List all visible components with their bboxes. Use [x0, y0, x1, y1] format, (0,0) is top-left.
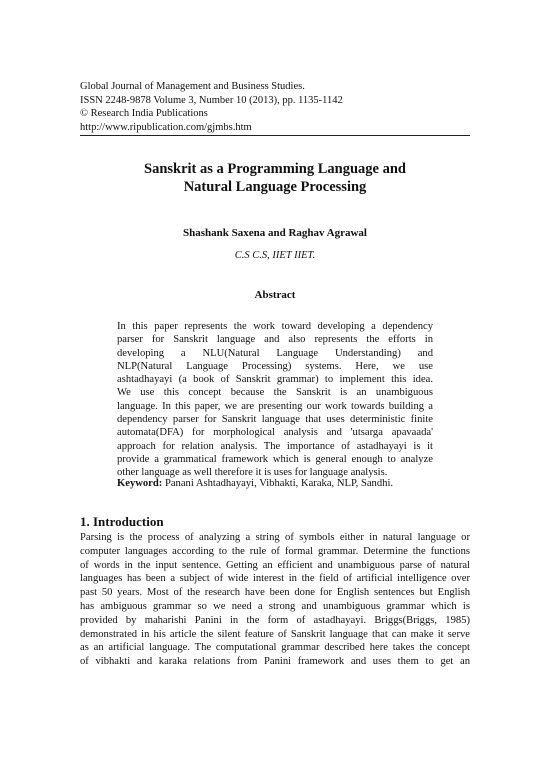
abstract-line: NLP(Natural Language Processing) systems. Here, we use — [117, 360, 433, 372]
body-line: Parsing is the process of analyzing a string of symbols either in natural language or — [80, 532, 470, 543]
abstract-line: language. In this paper, we are presenting our work towards building a — [117, 400, 433, 412]
title-line-1: Sanskrit as a Programming Language and — [144, 161, 406, 177]
keywords — [117, 478, 433, 489]
abstract-line: dependency parser for Sanskrit language that uses deterministic finite — [117, 414, 433, 426]
abstract-line: developing a NLU(Natural Language Understanding) and — [117, 347, 433, 359]
abstract-line: approach for relation analysis. The importance of astadhayayi is it — [117, 440, 433, 452]
body-line: demonstrated in his article the silent feature of Sanskrit language that can make it serve — [80, 628, 470, 640]
body-line: past 50 years. Most of the research have been done for English sentences but English — [80, 587, 470, 599]
abstract-line: ashtadhayayi (a book of Sanskrit grammar) to implement this idea. — [117, 374, 433, 386]
abstract-line: We use this concept because the Sanskrit is an unambiguous — [117, 387, 433, 399]
journal-name: Global Journal of Management and Business Studies. — [80, 81, 305, 92]
body-line: has ambiguous grammar so we need a strong and unambiguous grammar which is — [80, 600, 470, 612]
abstract-heading: Abstract — [254, 289, 296, 301]
journal-header — [80, 80, 470, 134]
abstract-body — [117, 320, 433, 480]
body-line: provided by maharishi Panini in the form of astadhayayi. Briggs(Briggs, 1985) — [80, 614, 470, 626]
abstract-line: provide a grammatical framework which is general enough to analyze — [117, 453, 433, 465]
paper-title — [80, 160, 470, 196]
author-affiliation: C.S C.S, IIET IIET. — [234, 250, 316, 261]
paper-authors: Shashank Saxena and Raghav Agrawal — [182, 227, 367, 239]
body-line: computer languages according to the rule of formal grammar. Determine the functions — [80, 545, 470, 557]
body-line: as an artificial language. The computational grammar described here takes the concept — [80, 642, 470, 654]
header-divider — [80, 135, 470, 136]
keywords-label: Keyword: — [117, 478, 163, 489]
keywords-text: Panani Ashtadhayayi, Vibhakti, Karaka, NLP, Sandhi. — [162, 478, 394, 489]
body-line: of words in the input sentence. Getting an efficient and unambiguous parse of natural — [80, 559, 470, 571]
title-line-2: Natural Language Processing — [183, 179, 367, 195]
journal-issn: ISSN 2248-9878 Volume 3, Number 10 (2013), pp. 1135-1142 — [80, 94, 343, 106]
section-heading-introduction: 1. Introduction — [80, 514, 164, 529]
abstract-line: In this paper represents the work toward developing a dependency — [117, 321, 433, 332]
abstract-line: automata(DFA) for morphological analysis and 'utsarga apavaada' — [117, 427, 433, 439]
introduction-body — [80, 531, 470, 669]
abstract-line: parser for Sanskrit language and also represents the efforts in — [117, 334, 433, 346]
journal-copyright: © Research India Publications — [80, 108, 208, 119]
body-line: languages has been a subject of wide interest in the field of artificial intelligence over — [80, 573, 470, 585]
journal-url[interactable]: http://www.ripublication.com/gjmbs.htm — [80, 121, 252, 133]
body-line: of vibhakti and karaka relations from Panini framework and uses them to get an — [80, 656, 470, 668]
abstract-line: other language as well therefore it is uses for language analysis. — [117, 467, 388, 479]
